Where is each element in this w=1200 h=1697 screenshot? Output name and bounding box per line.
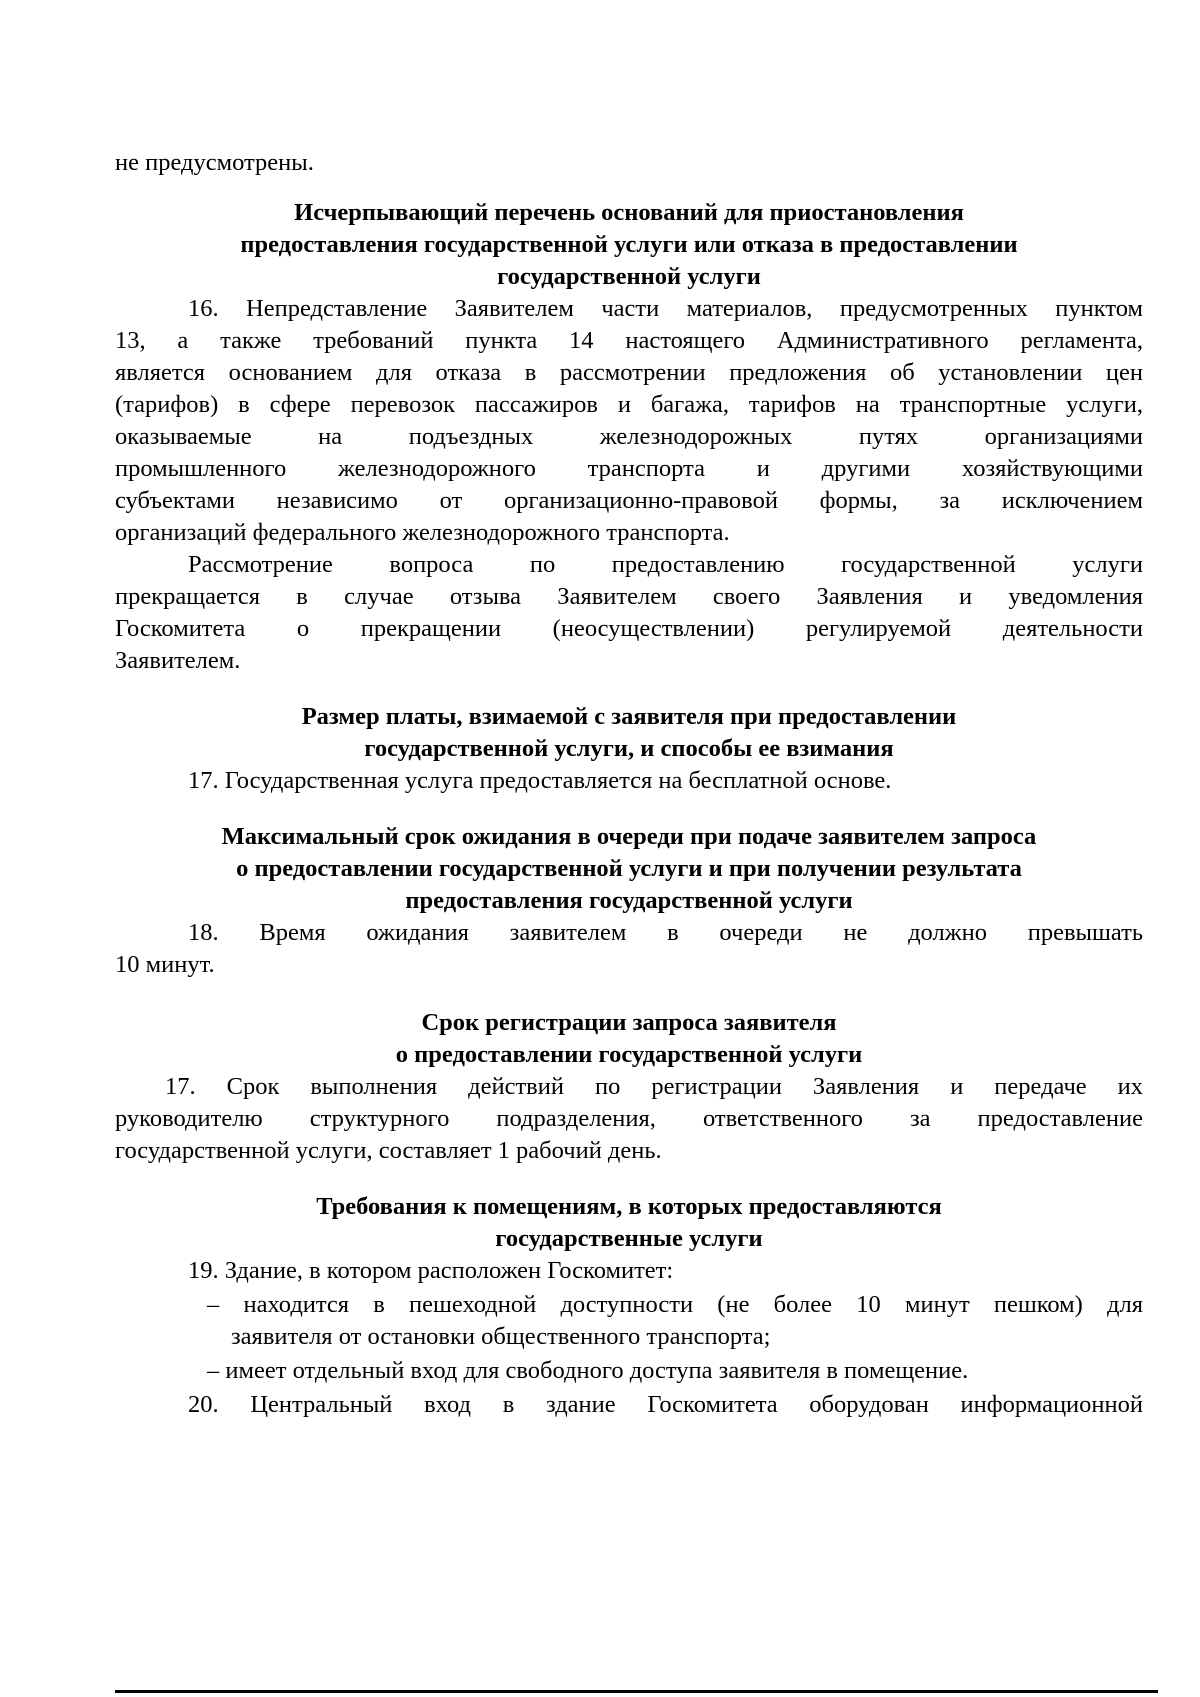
paragraph-20: 20. Центральный вход в здание Госкомитета оборудован информационной <box>188 1391 1143 1418</box>
paragraph-review-line-1: Рассмотрение вопроса по предоставлению государственной услуги <box>188 551 1143 578</box>
paragraph-17: 17. Государственная услуга предоставляется на бесплатной основе. <box>188 767 892 794</box>
section4-heading-line-1: Срок регистрации запроса заявителя <box>421 1009 837 1036</box>
section1-heading-line-1: Исчерпывающий перечень оснований для приостановления <box>294 199 964 226</box>
paragraph-review-line-4: Заявителем. <box>115 647 241 674</box>
paragraph-review-line-2: прекращается в случае отзыва Заявителем своего Заявления и уведомления <box>115 583 1143 610</box>
paragraph-18-line-1: 18. Время ожидания заявителем в очереди не должно превышать <box>188 919 1143 946</box>
section1-heading-line-2: предоставления государственной услуги или отказа в предоставлении <box>240 231 1018 258</box>
paragraph-review-line-3: Госкомитета о прекращении (неосуществлении) регулируемой деятельности <box>115 615 1143 642</box>
paragraph-16-line-4: (тарифов) в сфере перевозок пассажиров и багажа, тарифов на транспортные услуги, <box>115 391 1143 418</box>
section4-heading-line-2: о предоставлении государственной услуги <box>395 1041 863 1068</box>
section2-heading-line-2: государственной услуги, и способы ее взимания <box>364 735 894 762</box>
section3-heading-line-2: о предоставлении государственной услуги и при получении результата <box>236 855 1022 882</box>
bullet-2: – имеет отдельный вход для свободного доступа заявителя в помещение. <box>207 1357 969 1384</box>
section3-heading-line-1: Максимальный срок ожидания в очереди при подаче заявителем запроса <box>221 823 1037 850</box>
section3-heading-line-3: предоставления государственной услуги <box>405 887 853 914</box>
paragraph-16-line-7: субъектами независимо от организационно-правовой формы, за исключением <box>115 487 1143 514</box>
paragraph-17b-line-1: 17. Срок выполнения действий по регистрации Заявления и передаче их <box>165 1073 1143 1100</box>
section5-heading-line-2: государственные услуги <box>495 1225 763 1252</box>
bullet-1-line-1: – находится в пешеходной доступности (не более 10 минут пешком) для <box>207 1291 1143 1318</box>
paragraph-16-line-5: оказываемые на подъездных железнодорожных путях организациями <box>115 423 1143 450</box>
intro-tail-text: не предусмотрены. <box>115 149 314 176</box>
paragraph-17b-line-2: руководителю структурного подразделения, ответственного за предоставление <box>115 1105 1143 1132</box>
section5-heading-line-1: Требования к помещениям, в которых предоставляются <box>316 1193 942 1220</box>
bullet-1-line-2: заявителя от остановки общественного транспорта; <box>231 1323 771 1350</box>
paragraph-16-line-2: 13, а также требований пункта 14 настоящего Административного регламента, <box>115 327 1143 354</box>
section1-heading-line-3: государственной услуги <box>497 263 761 290</box>
paragraph-16-line-1: 16. Непредставление Заявителем части материалов, предусмотренных пунктом <box>188 295 1143 322</box>
paragraph-16-line-6: промышленного железнодорожного транспорта и другими хозяйствующими <box>115 455 1143 482</box>
paragraph-18-line-2: 10 минут. <box>115 951 215 978</box>
paragraph-16-line-3: является основанием для отказа в рассмотрении предложения об установлении цен <box>115 359 1143 386</box>
paragraph-19: 19. Здание, в котором расположен Госкомитет: <box>188 1257 674 1284</box>
paragraph-17b-line-3: государственной услуги, составляет 1 рабочий день. <box>115 1137 662 1164</box>
paragraph-16-line-8: организаций федерального железнодорожного транспорта. <box>115 519 730 546</box>
footer-rule <box>115 1690 1158 1693</box>
section2-heading-line-1: Размер платы, взимаемой с заявителя при предоставлении <box>301 703 957 730</box>
